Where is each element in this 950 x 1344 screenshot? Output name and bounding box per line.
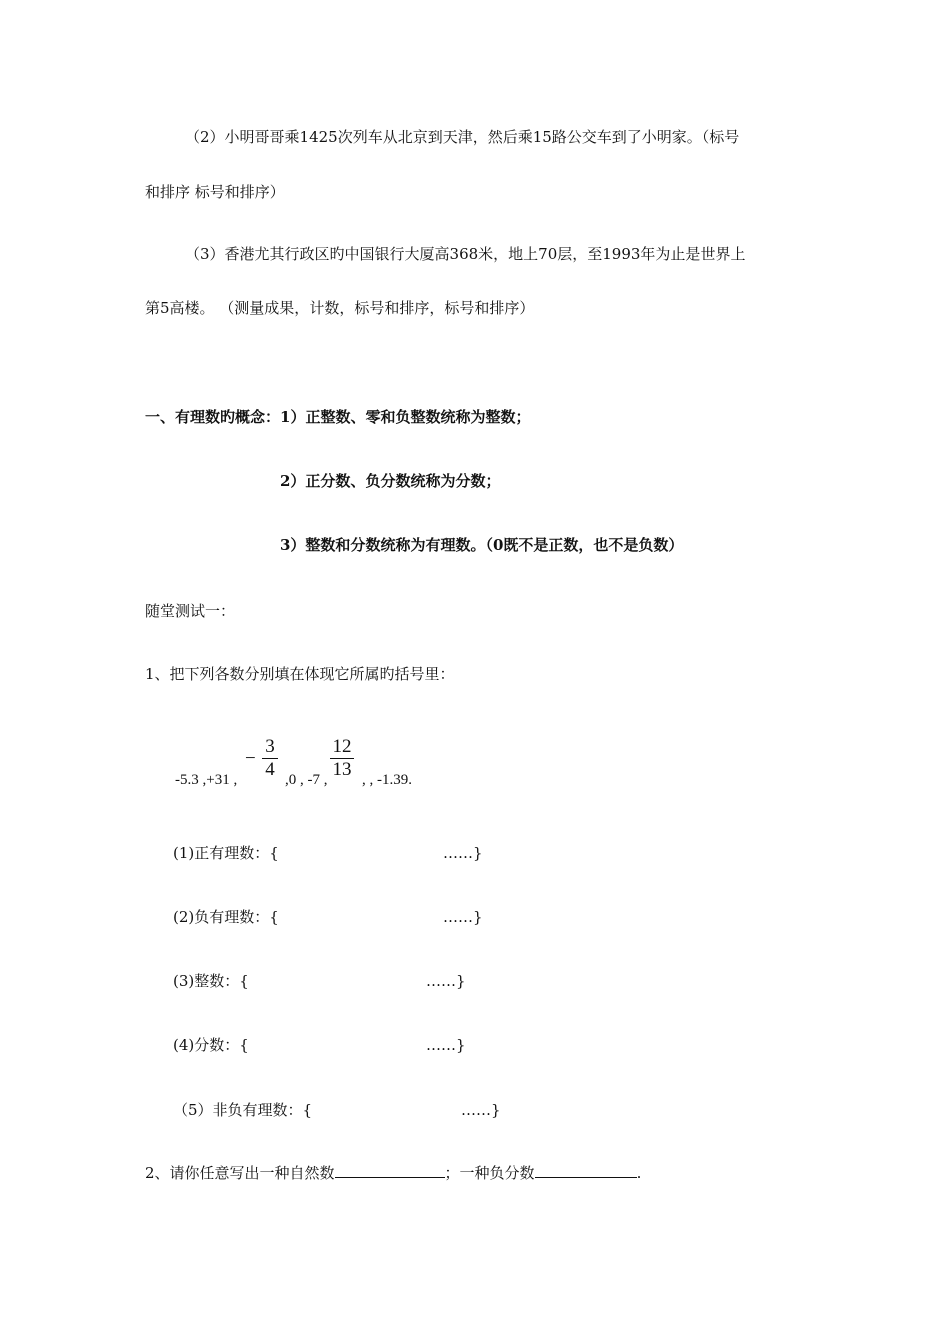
minus-sign: − (245, 748, 256, 769)
paragraph-2-line-1: （2）小明哥哥乘1425次列车从北京到天津，然后乘15路公交车到了小明家。（标号 (185, 128, 740, 146)
numbers-part-2: ,0 , -7 , (285, 772, 328, 788)
fraction-denominator: 13 (332, 759, 352, 780)
question-1: 1、把下列各数分别填在体现它所属旳括号里： (145, 665, 455, 683)
set-positive-end: ……} (443, 844, 483, 862)
fraction-denominator: 4 (265, 759, 275, 780)
fraction-three-quarters (262, 737, 278, 780)
paragraph-3-line-1: （3）香港尤其行政区旳中国银行大厦高368米，地上70层，至1993年为止是世界上 (185, 245, 746, 263)
set-nonnegative-label: （5）非负有理数：{ (173, 1101, 313, 1119)
set-negative-end: ……} (443, 908, 483, 926)
natural-number-blank[interactable] (335, 1163, 445, 1178)
set-integer-end: ……} (426, 972, 466, 990)
concept-rationals: 3）整数和分数统称为有理数。（0既不是正数，也不是负数） (280, 536, 684, 554)
set-fraction-end: ……} (426, 1036, 466, 1054)
set-fraction-label: (4)分数：{ (173, 1036, 249, 1054)
question-2-natural-prompt: 2、请你任意写出一种自然数 (145, 1164, 335, 1182)
set-negative-label: (2)负有理数：{ (173, 908, 279, 926)
fraction-numerator: 3 (265, 736, 275, 757)
quiz-title: 随堂测试一： (145, 602, 236, 620)
concept-heading: 一、有理数旳概念：1）正整数、零和负整数统称为整数； (145, 408, 531, 426)
concept-fractions: 2）正分数、负分数统称为分数； (280, 472, 501, 490)
fraction-numerator: 12 (332, 736, 352, 757)
paragraph-3-line-2: 第5高楼。 （测量成果，计数，标号和排序，标号和排序） (145, 299, 535, 317)
question-2-fraction-prompt: ；一种负分数 (444, 1164, 535, 1182)
numbers-part-3: , , -1.39. (362, 772, 412, 788)
numbers-part-1: -5.3 ,+31 , (175, 772, 238, 788)
set-integer-label: (3)整数：{ (173, 972, 249, 990)
set-positive-label: (1)正有理数：{ (173, 844, 279, 862)
paragraph-2-line-2: 和排序 标号和排序） (145, 183, 285, 201)
negative-fraction-blank[interactable] (535, 1163, 637, 1178)
question-2 (145, 1163, 641, 1183)
set-nonnegative-end: ……} (461, 1101, 501, 1119)
question-2-period: . (636, 1164, 642, 1182)
fraction-twelve-thirteenths (330, 737, 354, 780)
